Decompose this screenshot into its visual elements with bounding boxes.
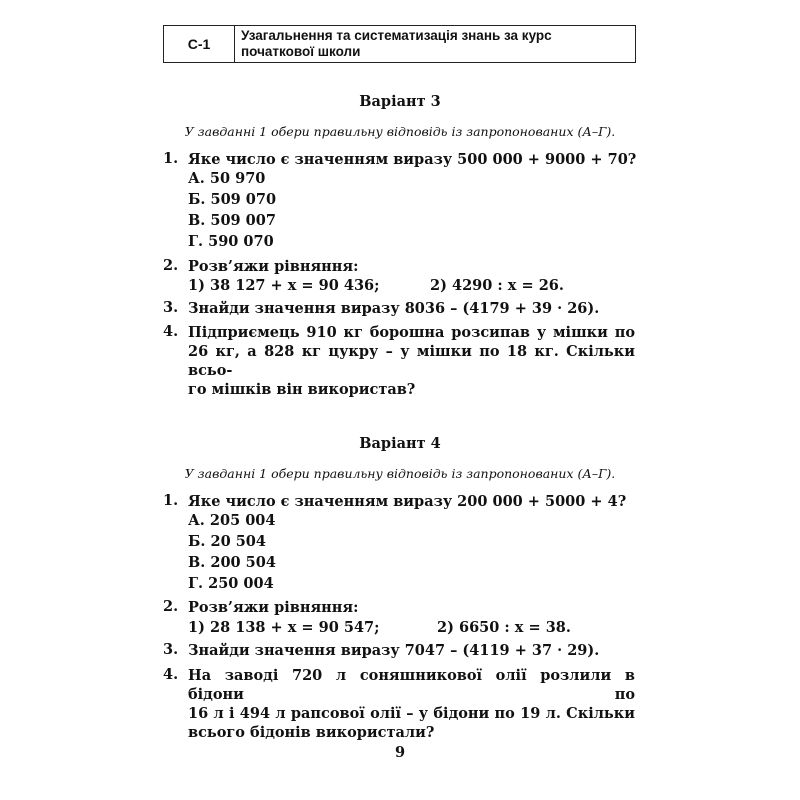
question-text bbox=[188, 299, 599, 318]
question-text bbox=[188, 150, 636, 169]
question-text bbox=[188, 323, 635, 399]
question-line: Яке число є значенням виразу 200 000 + 5000 + 4? bbox=[188, 493, 627, 510]
question-text bbox=[188, 641, 599, 660]
section-title bbox=[235, 26, 635, 62]
question-line: всього бідонів використали? bbox=[188, 724, 435, 741]
question-line: Підприємець 910 кг борошна розсипав у мішки по bbox=[188, 324, 635, 341]
variant-heading: Варіант 3 bbox=[359, 93, 441, 110]
question-line: 26 кг, а 828 кг цукру – у мішки по 18 кг. Скільки всьо- bbox=[188, 343, 635, 379]
section-header-box bbox=[163, 25, 636, 63]
question-text bbox=[188, 598, 358, 617]
question-number: 3. bbox=[163, 299, 179, 316]
question-number: 4. bbox=[163, 323, 179, 340]
question-line: Яке число є значенням виразу 500 000 + 9000 + 70? bbox=[188, 151, 637, 168]
question-line: Розв’яжи рівняння: bbox=[188, 258, 359, 275]
question-line: На заводі 720 л соняшникової олії розлили в бідони по bbox=[188, 667, 635, 703]
answer-option: Б. 20 504 bbox=[188, 533, 266, 550]
question-number: 4. bbox=[163, 666, 179, 683]
question-text bbox=[188, 666, 635, 742]
page-number: 9 bbox=[394, 744, 406, 761]
question-number: 1. bbox=[163, 150, 179, 167]
question-number: 1. bbox=[163, 492, 179, 509]
section-title-line: Узагальнення та систематизація знань за курс bbox=[241, 28, 552, 43]
answer-option: Б. 509 070 bbox=[188, 191, 277, 208]
question-text bbox=[188, 492, 626, 511]
question-line: Знайди значення виразу 7047 – (4119 + 37 · 29). bbox=[188, 642, 600, 659]
answer-option: В. 509 007 bbox=[188, 212, 276, 229]
equation-1: 1) 28 138 + x = 90 547; bbox=[188, 619, 380, 636]
answer-option: Г. 590 070 bbox=[188, 233, 274, 250]
question-line: Знайди значення виразу 8036 – (4179 + 39 · 26). bbox=[188, 300, 600, 317]
answer-option: Г. 250 004 bbox=[188, 575, 274, 592]
equation-2: 2) 4290 : x = 26. bbox=[430, 277, 564, 294]
variant-heading: Варіант 4 bbox=[359, 435, 441, 452]
instruction-text: У завданні 1 обери правильну відповідь із запропонованих (А–Г). bbox=[184, 466, 616, 481]
question-line: го мішків він використав? bbox=[188, 381, 416, 398]
question-line: 16 л і 494 л рапсової олії – у бідони по 19 л. Скільки bbox=[188, 705, 635, 722]
answer-option: А. 205 004 bbox=[188, 512, 276, 529]
question-number: 2. bbox=[163, 598, 179, 615]
question-line: Розв’яжи рівняння: bbox=[188, 599, 359, 616]
section-title-line: початкової школи bbox=[241, 43, 361, 59]
section-code: С-1 bbox=[164, 26, 235, 62]
answer-option: А. 50 970 bbox=[188, 170, 266, 187]
instruction-text: У завданні 1 обери правильну відповідь із запропонованих (А–Г). bbox=[184, 124, 616, 139]
question-text bbox=[188, 257, 358, 276]
question-number: 3. bbox=[163, 641, 179, 658]
equation-1: 1) 38 127 + x = 90 436; bbox=[188, 277, 380, 294]
answer-option: В. 200 504 bbox=[188, 554, 276, 571]
equation-2: 2) 6650 : x = 38. bbox=[437, 619, 571, 636]
question-number: 2. bbox=[163, 257, 179, 274]
